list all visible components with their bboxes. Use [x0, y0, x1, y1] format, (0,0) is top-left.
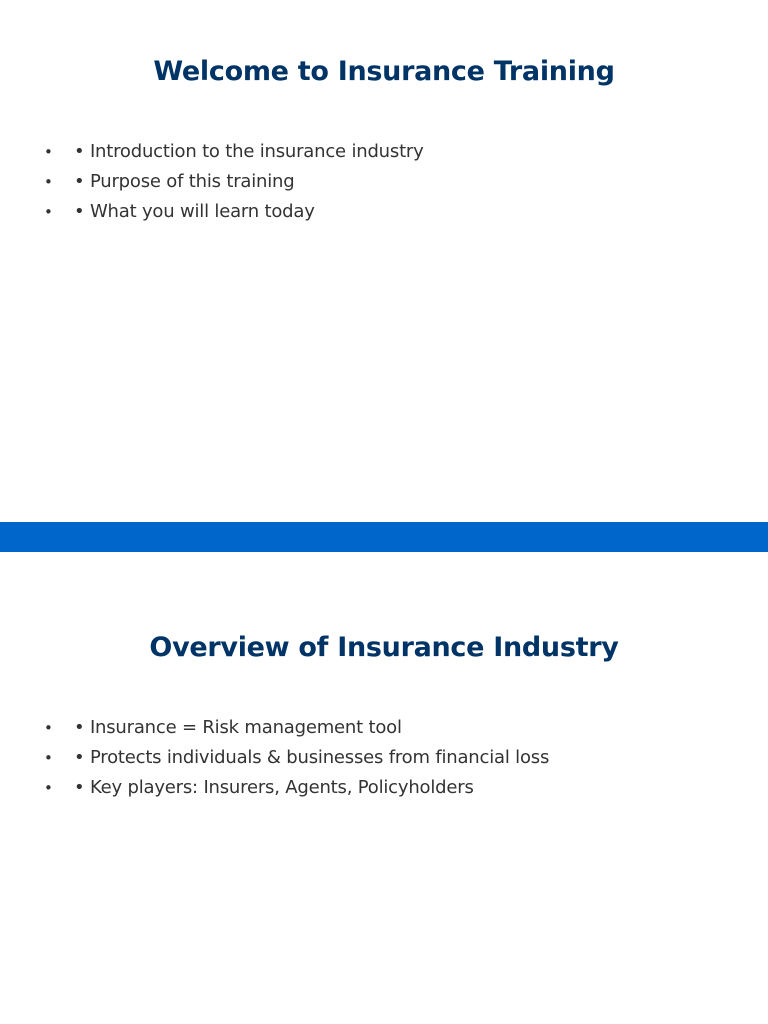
slide-title: Overview of Insurance Industry — [149, 632, 619, 663]
bullet-text: • Protects individuals & businesses from financial loss — [74, 747, 550, 768]
bullet-text: • Introduction to the insurance industry — [74, 141, 424, 162]
bullet-text: • Purpose of this training — [74, 171, 295, 192]
bullet-text: • Key players: Insurers, Agents, Policyholders — [74, 777, 474, 798]
bullet-icon: • — [44, 143, 53, 161]
slide-title: Welcome to Insurance Training — [153, 56, 615, 87]
slide-divider — [0, 522, 768, 552]
bullet-icon: • — [44, 203, 53, 221]
bullet-text: • Insurance = Risk management tool — [74, 717, 402, 738]
slide-2[interactable] — [0, 552, 768, 1024]
bullet-icon: • — [44, 749, 53, 767]
bullet-icon: • — [44, 173, 53, 191]
bullet-icon: • — [44, 719, 53, 737]
bullet-icon: • — [44, 779, 53, 797]
bullet-text: • What you will learn today — [74, 201, 315, 222]
